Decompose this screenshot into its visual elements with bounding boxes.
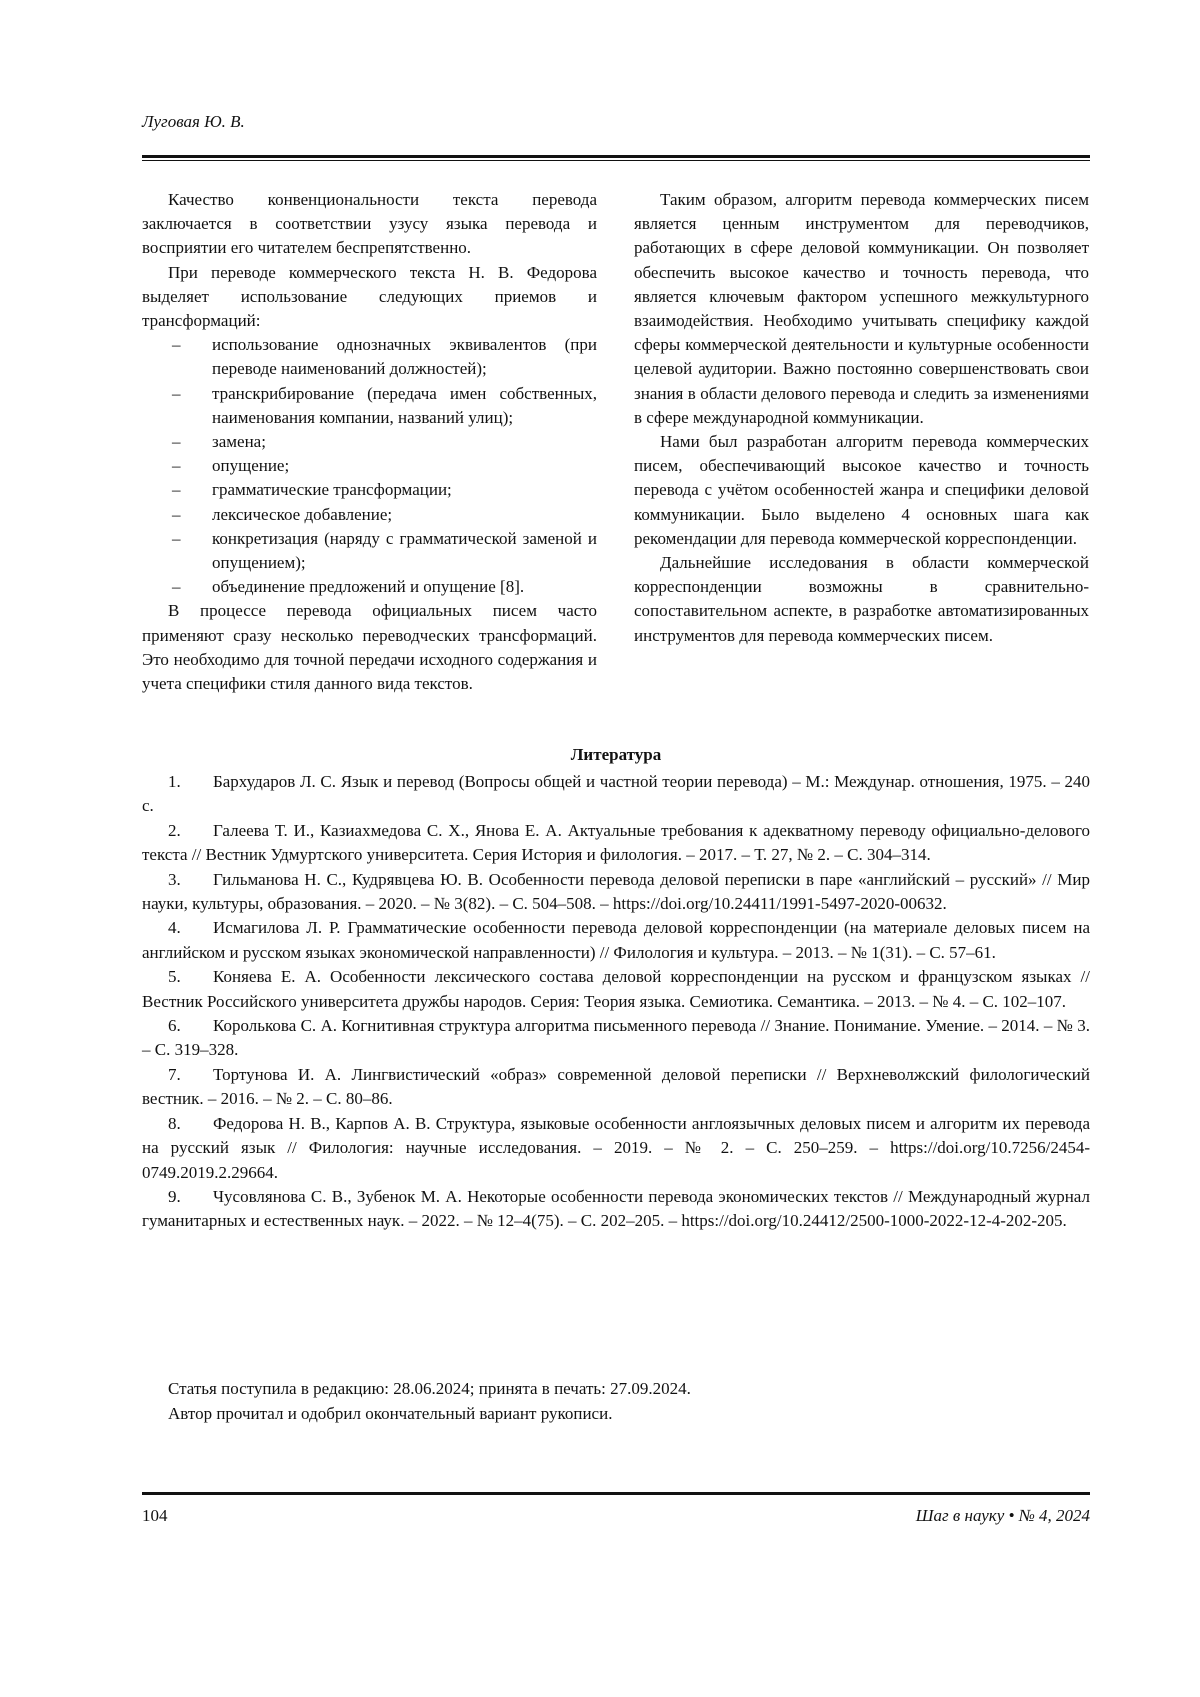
dash-bullet: – bbox=[172, 383, 181, 403]
reference-text: Федорова Н. В., Карпов А. В. Структура, языковые особенности англоязычных деловых писем и алгоритм их перевода на русский язык // Филология: научные исследования. – 2019. – № 2. – С. 250–259. – https://doi.org/10.7256/2454-0749.2019.2.29664. bbox=[142, 1113, 1090, 1182]
list-item-text: лексическое добавление; bbox=[212, 504, 393, 524]
reference-item bbox=[142, 1112, 1090, 1185]
list-item-text: объединение предложений и опущение [8]. bbox=[212, 577, 525, 597]
right-paragraph-2: Нами был разработан алгоритм перевода коммерческих писем, обеспечивающий высокое качество и точность перевода с учётом особенностей жанра и специфики деловой коммуникации. Было выделено 4 основных шага как рекомендации для перевода коммерческой корреспонденции. bbox=[634, 432, 1089, 548]
list-item bbox=[142, 333, 597, 381]
list-item bbox=[142, 527, 597, 575]
dash-bullet: – bbox=[172, 577, 181, 597]
reference-item bbox=[142, 965, 1090, 1014]
dash-bullet: – bbox=[172, 504, 181, 524]
list-item bbox=[142, 382, 597, 430]
list-item-text: транскрибирование (передача имен собственных, наименования компании, названий улиц); bbox=[212, 383, 597, 427]
list-item-text: замена; bbox=[212, 432, 266, 452]
reference-number: 8. bbox=[168, 1113, 181, 1133]
reference-text: Чусовлянова С. В., Зубенок М. А. Некоторые особенности перевода экономических текстов // Международный журнал гуманитарных и естественных наук. – 2022. – № 12–4(75). – С. 202–205. – https://doi.org/10.24412/2500-1000-2022-12-4-202-205. bbox=[142, 1186, 1090, 1231]
reference-text: Коняева Е. А. Особенности лексического состава деловой корреспонденции на русском и французском языках // Вестник Российского университета дружбы народов. Серия: Теория языка. Семиотика. Семантика. – 2013. – № 4. – С. 102–107. bbox=[142, 967, 1090, 1011]
left-paragraph-1: Качество конвенциональности текста перевода заключается в соответствии узусу языка перевода и восприятии его читателем беспрепятственно. bbox=[142, 190, 597, 258]
list-item-text: конкретизация (наряду с грамматической заменой и опущением); bbox=[212, 528, 597, 573]
submission-dates: Статья поступила в редакцию: 28.06.2024; принята в печать: 27.09.2024. bbox=[168, 1379, 691, 1398]
reference-number: 3. bbox=[168, 869, 181, 889]
dash-bullet: – bbox=[172, 480, 181, 500]
author-approval: Автор прочитал и одобрил окончательный вариант рукописи. bbox=[168, 1404, 613, 1423]
dash-bullet: – bbox=[172, 456, 181, 476]
list-item bbox=[142, 575, 597, 599]
left-paragraph-2: При переводе коммерческого текста Н. В. Федорова выделяет использование следующих приемов и трансформаций: bbox=[142, 262, 597, 331]
transformation-list bbox=[142, 333, 597, 599]
reference-item bbox=[142, 1185, 1090, 1234]
dash-bullet: – bbox=[172, 432, 181, 452]
reference-item bbox=[142, 1063, 1090, 1112]
list-item bbox=[142, 478, 597, 502]
references-list bbox=[142, 770, 1090, 1234]
dash-bullet: – bbox=[172, 528, 181, 548]
reference-number: 5. bbox=[168, 967, 181, 987]
list-item-text: использование однозначных эквивалентов (при переводе наименований должностей); bbox=[212, 335, 597, 379]
reference-text: Бархударов Л. С. Язык и перевод (Вопросы общей и частной теории перевода) – М.: Междунар. отношения, 1975. – 240 с. bbox=[142, 772, 1090, 816]
left-column bbox=[142, 188, 597, 696]
reference-text: Тортунова И. А. Лингвистический «образ» современной деловой переписки // Верхневолжский филологический вестник. – 2016. – № 2. – С. 80–86. bbox=[142, 1064, 1090, 1109]
header-rule bbox=[142, 155, 1090, 161]
reference-number: 2. bbox=[168, 820, 181, 840]
reference-text: Галеева Т. И., Казиахмедова С. Х., Янова Е. А. Актуальные требования к адекватному переводу официально-делового текста // Вестник Удмуртского университета. Серия История и филология. – 2017. – Т. 27, № 2. – С. 304–314. bbox=[142, 820, 1090, 865]
reference-number: 1. bbox=[168, 772, 181, 791]
list-item bbox=[142, 503, 597, 527]
list-item-text: опущение; bbox=[212, 456, 290, 476]
reference-item bbox=[142, 868, 1090, 917]
reference-number: 4. bbox=[168, 918, 181, 938]
right-paragraph-3: Дальнейшие исследования в области коммерческой корреспонденции возможны в сравнительно-сопоставительном аспекте, в разработке автоматизированных инструментов для перевода коммерческих писем. bbox=[634, 553, 1089, 645]
reference-item bbox=[142, 819, 1090, 868]
running-head-author: Луговая Ю. В. bbox=[142, 112, 245, 131]
right-paragraph-1: Таким образом, алгоритм перевода коммерческих писем является ценным инструментом для переводчиков, работающих в сфере деловой коммуникации. Он позволяет обеспечить высокое качество и точность перевода, что является ключевым фактором успешного межкультурного взаимодействия. Необходимо учитывать специфику каждой сферы коммерческой деятельности и культурные особенности целевой аудитории. Важно постоянно совершенствовать свои знания в области делового перевода и следить за изменениями в сфере международной коммуникации. bbox=[634, 190, 1089, 427]
page-number: 104 bbox=[142, 1506, 168, 1525]
reference-text: Королькова С. А. Когнитивная структура алгоритма письменного перевода // Знание. Понимание. Умение. – 2014. – № 3. – С. 319–328. bbox=[142, 1016, 1090, 1060]
list-item-text: грамматические трансформации; bbox=[212, 480, 452, 500]
reference-text: Исмагилова Л. Р. Грамматические особенности перевода деловой корреспонденции (на материале деловых писем на английском и русском языках экономической направленности) // Филология и культура. – 2013. – № 1(31). – С. 57–61. bbox=[142, 918, 1090, 962]
right-column bbox=[634, 188, 1089, 648]
reference-item bbox=[142, 1014, 1090, 1063]
dash-bullet: – bbox=[172, 335, 181, 355]
list-item bbox=[142, 454, 597, 478]
journal-name: Шаг в науку • № 4, 2024 bbox=[915, 1506, 1090, 1525]
references-title: Литература bbox=[570, 745, 662, 764]
footer-rule bbox=[142, 1492, 1090, 1495]
reference-number: 6. bbox=[168, 1016, 181, 1036]
reference-number: 7. bbox=[168, 1064, 181, 1084]
list-item bbox=[142, 430, 597, 454]
reference-item bbox=[142, 916, 1090, 965]
reference-number: 9. bbox=[168, 1186, 181, 1206]
article-footnote bbox=[168, 1376, 691, 1426]
reference-item bbox=[142, 770, 1090, 819]
reference-text: Гильманова Н. С., Кудрявцева Ю. В. Особенности перевода деловой переписки в паре «английский – русский» // Мир науки, культуры, образования. – 2020. – № 3(82). – С. 504–508. – https://doi.org/10.24411/1991-5497-2020-00632. bbox=[142, 869, 1090, 914]
left-paragraph-3: В процессе перевода официальных писем часто применяют сразу несколько переводческих трансформаций. Это необходимо для точной передачи исходного содержания и учета специфики стиля данного вида текстов. bbox=[142, 601, 597, 694]
